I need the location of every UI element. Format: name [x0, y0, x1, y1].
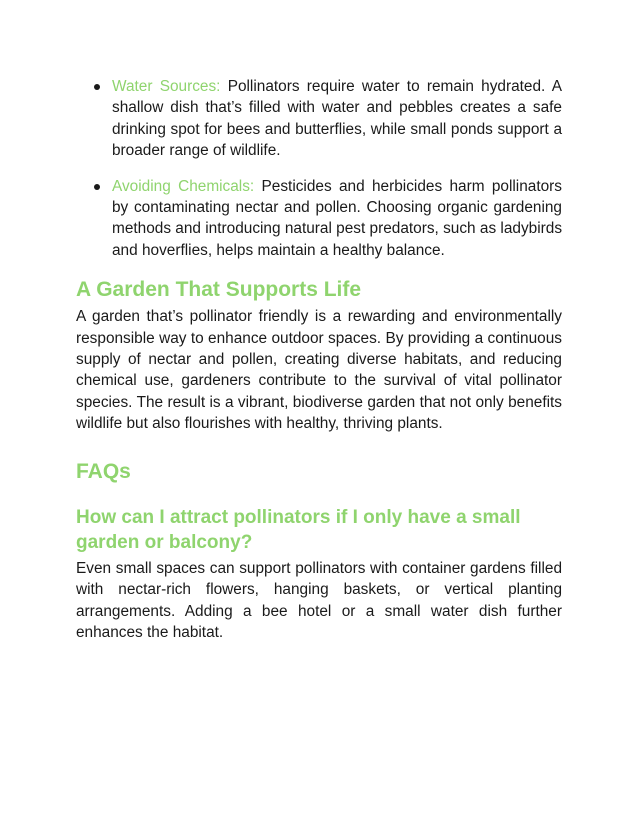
faq-question: How can I attract pollinators if I only have a small garden or balcony? [76, 506, 521, 553]
bullet-dot-icon [94, 184, 100, 190]
bullet-label: Avoiding Chemicals: [112, 177, 255, 195]
faq-item [76, 505, 562, 644]
bullet-item-avoiding-chemicals [76, 176, 562, 262]
section-body: A garden that’s pollinator friendly is a rewarding and environmentally responsible way to enhance outdoor spaces. By providing a continuous supply of nectar and pollen, creating diverse habitats, and reducing chemical use, gardeners contribute to the survival of vital pollinator species. The result is a vibrant, biodiverse garden that not only benefits wildlife but also flourishes with healthy, thriving plants. [76, 308, 562, 433]
bullet-list [76, 76, 562, 261]
faqs-heading: FAQs [76, 459, 131, 483]
bullet-item-water-sources [76, 76, 562, 162]
bullet-text: Pollinators require water to remain hydrated. A shallow dish that’s filled with water and pebbles creates a safe drinking spot for bees and butterflies, while small ponds support a broader range of wildlife. [112, 78, 562, 160]
bullet-label: Water Sources: [112, 78, 221, 95]
section-heading: A Garden That Supports Life [76, 278, 362, 302]
bullet-text: Pesticides and herbicides harm pollinators by contaminating nectar and pollen. Choosing organic gardening methods and introducing natural pest predators, such as ladybirds and hoverflies, helps maintain a healthy balance. [112, 177, 563, 259]
faq-answer: Even small spaces can support pollinators with container gardens filled with nectar-rich flowers, hanging baskets, or vertical planting arrangements. Adding a bee hotel or a small water dish further enhances the habitat. [76, 559, 562, 641]
bullet-dot-icon [94, 84, 100, 90]
